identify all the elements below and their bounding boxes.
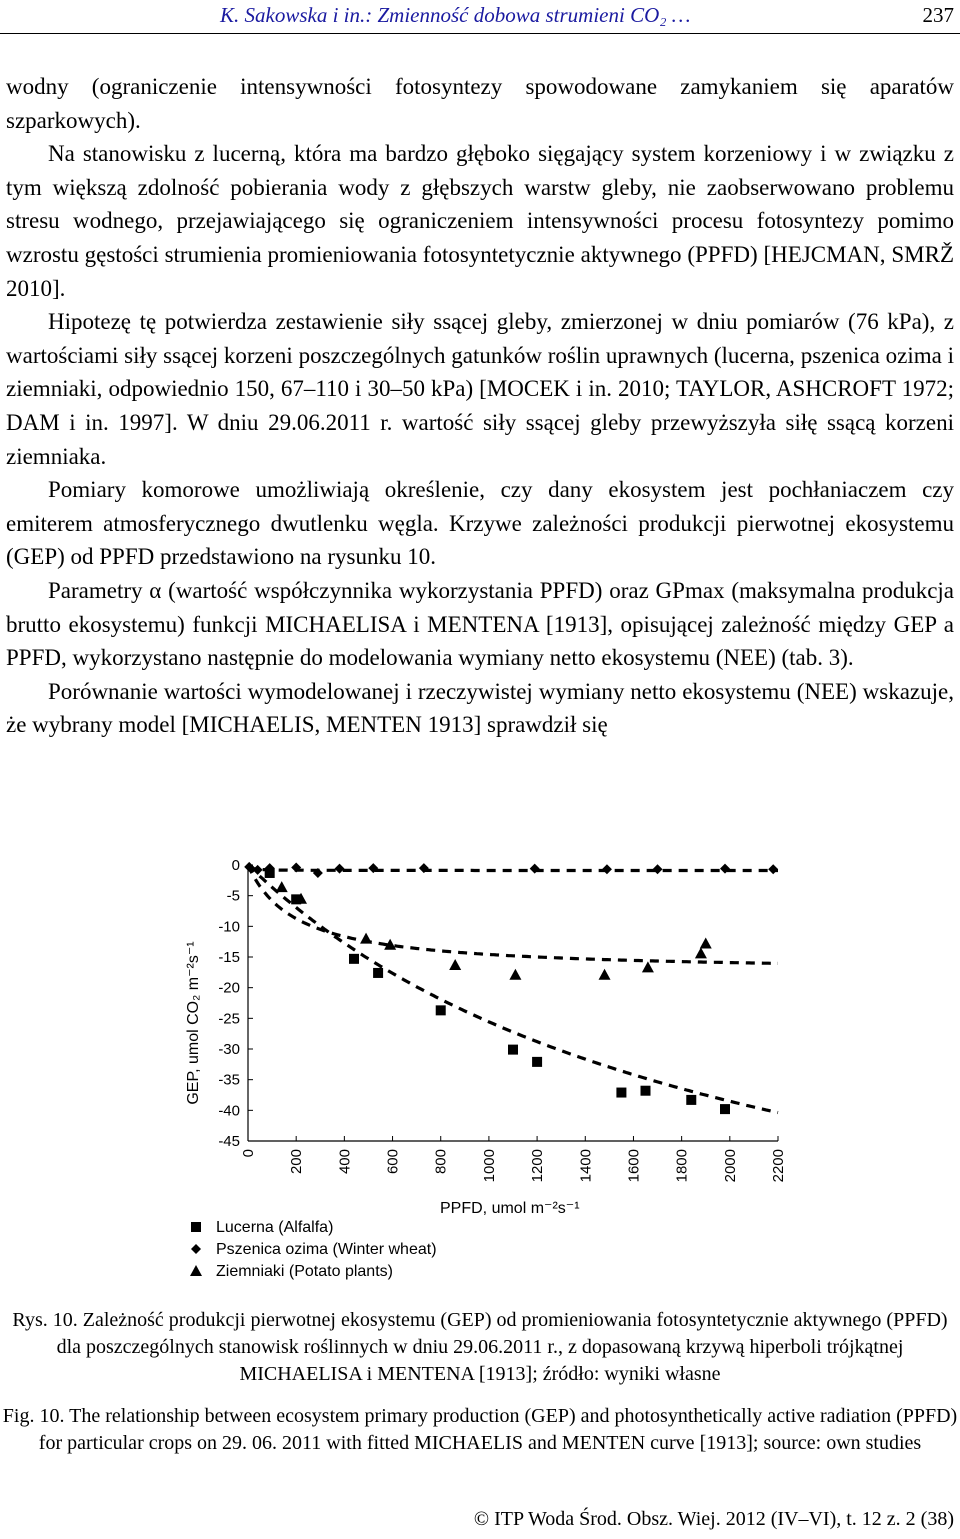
data-point-triangle (642, 961, 654, 972)
paragraph-2-text: Na stanowisku z lucerną, która ma bardzo głęboko sięgający system korzeniowy i w związku z tym większą zdolność pobierania wody z głębszych warstw gleby, nie zaobserwowano problemu stresu wodnego, przejawiającego się ograniczeniem intensywności procesu fotosyntezy pomimo wzrostu gęstości strumienia promieniowania fotosyntetycznie aktywnego (PPFD) [HEJCMAN, SMRŽ 2010]. (6, 141, 954, 301)
caption-english-text: Fig. 10. The relationship between ecosystem primary production (GEP) and photosynthetically active radiation (PPFD) for particular crops on 29. 06. 2011 with fitted MICHAELIS and MENTEN curve [1913]; source: own studies (2, 1405, 958, 1454)
data-point-diamond (720, 864, 730, 874)
legend-label: Lucerna (Alfalfa) (216, 1219, 334, 1236)
data-point-triangle (509, 969, 521, 980)
caption-english (0, 1403, 960, 1457)
data-point-diamond (530, 864, 540, 874)
data-point-triangle (700, 938, 712, 949)
paragraph-4-text: Pomiary komorowe umożliwiają określenie, czy dany ekosystem jest pochłaniaczem czy emiterem atmosferycznego dwutlenku węgla. Krzywe zależności produkcji pierwotnej ekosystemu (GEP) od PPFD przedstawiono na rysunku 10. (6, 477, 954, 570)
y-tick-label: -30 (218, 1041, 240, 1058)
data-point-diamond (653, 864, 663, 874)
paragraph-4 (6, 473, 954, 574)
data-point-diamond (253, 865, 263, 875)
fitted-curve (248, 865, 778, 871)
data-point-triangle (695, 947, 707, 958)
running-title: K. Sakowska i in.: Zmienność dobowa strumieni CO₂ … (220, 3, 691, 27)
footer-citation: © ITP Woda Środ. Obsz. Wiej. 2012 (IV–VI), t. 12 z. 2 (38) (473, 1508, 954, 1530)
y-tick-label: 0 (231, 857, 240, 874)
y-tick-label: -20 (218, 979, 240, 997)
paragraph-6 (6, 675, 954, 742)
y-tick-label: -35 (218, 1071, 240, 1089)
legend-marker-triangle (190, 1265, 202, 1276)
paragraph-3 (6, 305, 954, 473)
fitted-curve (248, 865, 778, 1113)
x-tick-label: 1000 (480, 1149, 498, 1183)
body-text (6, 70, 954, 742)
data-point-triangle (599, 969, 611, 980)
x-tick-label: 600 (384, 1149, 402, 1175)
data-point-diamond (602, 864, 612, 874)
y-tick-label: -15 (218, 949, 240, 966)
data-point-triangle (360, 933, 372, 944)
y-tick-label: -5 (226, 887, 240, 905)
x-tick-label: 1600 (625, 1149, 643, 1183)
caption-polish-text: Rys. 10. Zależność produkcji pierwotnej ekosystemu (GEP) od promieniowania fotosyntetycznie aktywnego (PPFD) dla poszczególnych stanowisk roślinnych w dniu 29.06.2011 r., z dopasowaną krzywą hiperboli trójkątnej MICHAELISA i MENTENA [1913]; źródło: wyniki własne (12, 1309, 948, 1385)
paragraph-3-text: Hipotezę tę potwierdza zestawienie siły ssącej gleby, zmierzonej w dniu pomiarów (76 kPa), z wartościami siły ssącej korzeni poszczególnych gatunków roślin uprawnych (lucerna, pszenica ozima i ziemniaki, odpowiednio 150, 67–110 i 30–50 kPa) [MOCEK i in. 2010; TAYLOR, ASHCROFT 1972; DAM i in. 1997]. W dniu 29.06.2011 r. wartość siły ssącej gleby przewyższyła siłę ssącą korzeni ziemniaka. (6, 309, 954, 469)
data-point-square (349, 954, 359, 964)
legend-label: Ziemniaki (Potato plants) (216, 1263, 393, 1280)
data-point-square (532, 1057, 542, 1067)
caption-polish (0, 1307, 960, 1388)
x-axis-title: PPFD, umol m⁻²s⁻¹ (440, 1200, 580, 1217)
paragraph-2 (6, 137, 954, 305)
data-point-square (720, 1104, 730, 1114)
data-point-square (373, 968, 383, 978)
y-axis-title: GEP, umol CO₂ m⁻²s⁻¹ (185, 941, 202, 1105)
legend-marker-square (191, 1222, 201, 1232)
paragraph-5 (6, 574, 954, 675)
gep-ppfd-chart (0, 845, 960, 1295)
x-tick-label: 800 (432, 1149, 450, 1175)
x-tick-label: 1400 (577, 1149, 595, 1183)
figure-gep-ppfd (0, 845, 960, 1295)
y-tick-label: -40 (218, 1102, 240, 1120)
page-number: 237 (922, 3, 954, 27)
fitted-curve (248, 865, 778, 963)
data-point-square (436, 1005, 446, 1015)
x-tick-label: 0 (240, 1149, 257, 1158)
data-point-square (686, 1095, 696, 1105)
data-point-square (616, 1088, 626, 1098)
paragraph-6-text: Porównanie wartości wymodelowanej i rzeczywistej wymiany netto ekosystemu (NEE) wskazuje, że wybrany model [MICHAELIS, MENTEN 1913] sprawdził się (6, 678, 954, 738)
x-tick-label: 1800 (673, 1149, 691, 1183)
data-point-diamond (768, 864, 778, 874)
legend-label: Pszenica ozima (Winter wheat) (216, 1241, 437, 1258)
paragraph-5-text: Parametry α (wartość współczynnika wykorzystania PPFD) oraz GPmax (maksymalna produkcja brutto ekosystemu) funkcji MICHAELISA i MENTENA [1913], opisującej zależność między GEP a PPFD, wykorzystano następnie do modelowania wymiany netto ekosystemu (NEE) (tab. 3). (6, 577, 954, 671)
x-tick-label: 1200 (529, 1149, 547, 1183)
paragraph-1: wodny (ograniczenie intensywności fotosyntezy spowodowane zamykaniem się aparatów szparkowych). (6, 74, 954, 133)
x-tick-label: 2000 (721, 1149, 739, 1183)
data-point-square (641, 1086, 651, 1096)
data-point-square (508, 1045, 518, 1055)
x-tick-label: 200 (288, 1149, 306, 1175)
data-point-triangle (276, 881, 288, 892)
x-tick-label: 2200 (770, 1149, 787, 1183)
running-header (0, 0, 960, 34)
y-tick-label: -25 (218, 1010, 240, 1028)
legend-marker-diamond (191, 1244, 201, 1254)
data-point-triangle (449, 959, 461, 970)
data-point-diamond (335, 864, 345, 874)
x-tick-label: 400 (336, 1149, 354, 1175)
y-tick-label: -10 (218, 918, 240, 936)
y-tick-label: -45 (218, 1133, 240, 1150)
